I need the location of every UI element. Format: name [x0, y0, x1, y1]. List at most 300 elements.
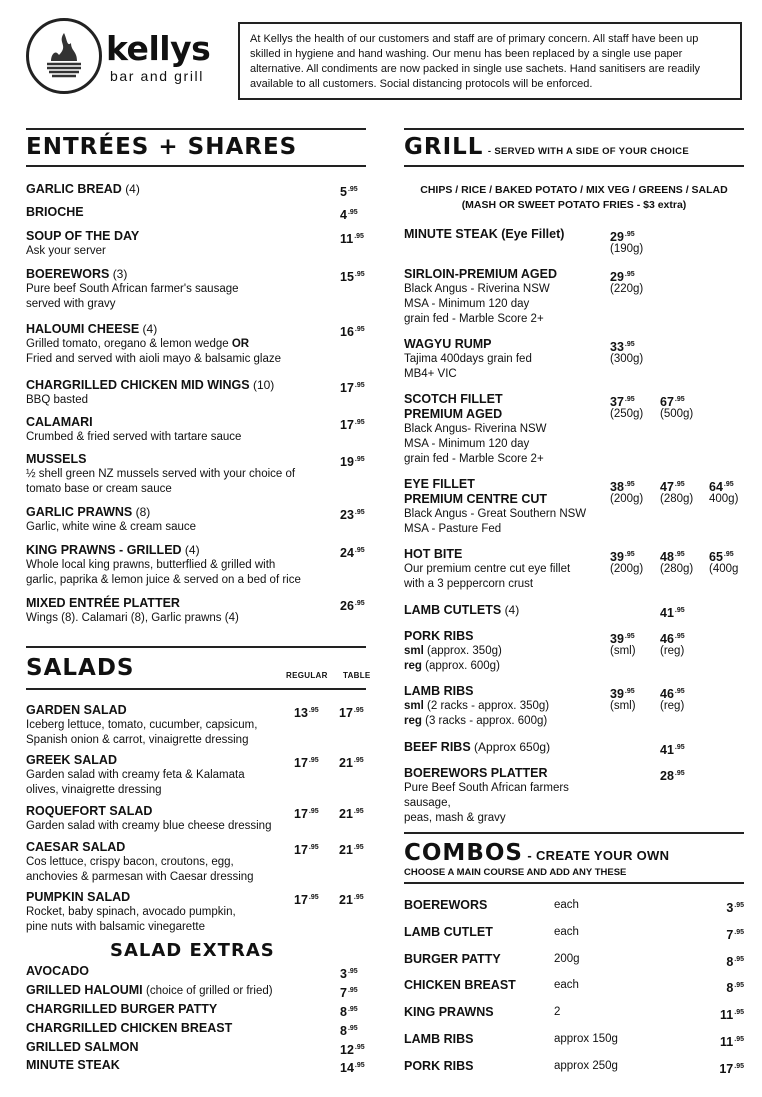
salad-price-regular-dollars: 17 [294, 807, 308, 821]
salad-extra-price [340, 1040, 365, 1058]
grill-price-dollars: 65 [709, 550, 723, 564]
grill-price-cents: .95 [624, 396, 635, 403]
entree-desc-line2: garlic, paprika & lemon juice & served on a bed of rice [26, 574, 301, 586]
salad-extra-note: (choice of grilled or fried) [146, 985, 273, 997]
grill-name-line [404, 684, 609, 699]
salad-price-table-cents: .95 [353, 844, 364, 851]
entree-price-dollars: 15 [340, 270, 354, 284]
combo-desc: 200g [554, 953, 580, 965]
salad-extra-item [26, 1040, 326, 1055]
salad-desc: Rocket, baby spinach, avocado pumpkin, [26, 906, 236, 918]
salads-top-rule [26, 646, 366, 648]
grill-price-dollars: 29 [610, 230, 624, 244]
grill-price-dollars: 28 [660, 769, 674, 783]
salads-title: SALADS [26, 655, 135, 681]
combo-price-cents: .95 [734, 1036, 744, 1043]
entree-price [340, 229, 364, 247]
grill-size-detail: (approx. 600g) [425, 660, 500, 672]
grill-price-cents: .95 [674, 744, 685, 751]
entree-desc-text: Grilled tomato, oregano & lemon wedge [26, 338, 229, 350]
salad-extra-name: CHARGRILLED CHICKEN BREAST [26, 1021, 233, 1035]
salad-price-table-dollars: 21 [339, 843, 353, 857]
entree-price-cents: .95 [354, 456, 365, 463]
entree-price-dollars: 23 [340, 508, 354, 522]
grill-name-line [404, 477, 609, 492]
salad-desc: Garden salad with creamy feta & Kalamata [26, 769, 245, 781]
salad-extra-item [26, 1002, 326, 1017]
grill-name: SIRLOIN-PREMIUM AGED [404, 267, 558, 281]
salad-desc: Iceberg lettuce, tomato, cucumber, capsicum, [26, 719, 258, 731]
grill-qty: (Approx 650g) [474, 740, 551, 754]
grill-top-rule [404, 128, 744, 130]
entree-price-cents: .95 [354, 419, 365, 426]
combo-price [726, 952, 744, 970]
grill-price-dollars: 39 [610, 632, 624, 646]
grill-price-cents: .95 [674, 396, 685, 403]
combo-price-dollars: 11 [720, 1008, 734, 1022]
entree-name: SOUP OF THE DAY [26, 229, 140, 243]
entree-desc-text: Pure beef South African farmer's sausage [26, 283, 239, 295]
salad-price-table-dollars: 21 [339, 807, 353, 821]
entree-name-line [26, 205, 336, 220]
entree-name-line [26, 543, 336, 558]
salad-price-regular-dollars: 17 [294, 893, 308, 907]
grill-price-dollars: 48 [660, 550, 674, 564]
entree-price-dollars: 4 [340, 208, 347, 222]
combo-price-dollars: 7 [726, 928, 734, 942]
grill-item [404, 337, 609, 382]
entrees-title: ENTRÉES + SHARES [26, 134, 298, 160]
grill-desc: MB4+ VIC [404, 368, 457, 380]
entree-name-line [26, 322, 336, 337]
grill-name: SCOTCH FILLET [404, 392, 503, 406]
grill-price-cents: .95 [674, 551, 685, 558]
entree-price [340, 182, 358, 200]
grill-portion: (190g) [610, 243, 644, 255]
entree-price-dollars: 17 [340, 381, 354, 395]
entree-price-cents: .95 [354, 600, 365, 607]
entree-name: KING PRAWNS - GRILLED [26, 543, 182, 557]
salad-item [26, 753, 286, 798]
entree-price [340, 205, 358, 223]
entree-desc-text: BBQ basted [26, 394, 89, 406]
grill-portion: (220g) [610, 283, 644, 295]
entree-name: BOEREWORS [26, 267, 110, 281]
entree-desc-line2: served with gravy [26, 298, 116, 310]
grill-desc: MSA - Minimum 120 day [404, 438, 530, 450]
salad-price-table-dollars: 21 [339, 756, 353, 770]
entree-name: GARLIC BREAD [26, 182, 122, 196]
entree-qty: (10) [252, 378, 275, 392]
grill-size-detail: (3 racks - approx. 600g) [425, 715, 548, 727]
combo-price [720, 1005, 744, 1023]
entree-price [340, 415, 365, 433]
salad-price-regular-cents: .95 [308, 707, 319, 714]
combo-price-cents: .95 [734, 1063, 744, 1070]
entree-desc-text: Ask your server [26, 245, 106, 257]
grill-size-label: reg [404, 715, 422, 727]
salad-desc-line2: pine nuts with balsamic vinegarette [26, 921, 205, 933]
combo-price-dollars: 8 [726, 955, 734, 969]
grill-portion: (200g) [610, 563, 644, 575]
salad-extra-price-cents: .95 [354, 1062, 365, 1069]
entree-desc-line2: tomato base or cream sauce [26, 483, 172, 495]
grill-title: GRILL [404, 134, 484, 160]
combo-price [726, 898, 744, 916]
grill-item [404, 684, 609, 729]
grill-portion: (300g) [610, 353, 644, 365]
entree-desc [26, 611, 336, 626]
grill-portion: (400g [709, 563, 739, 575]
entree-price [340, 452, 365, 470]
grill-name-line [404, 227, 609, 242]
combo-desc: each [554, 926, 579, 938]
entree-price-dollars: 16 [340, 325, 354, 339]
salad-price-regular [294, 753, 319, 771]
combo-price-dollars: 8 [726, 981, 734, 995]
grill-size-label: reg [404, 660, 422, 672]
salad-extra-name: MINUTE STEAK [26, 1058, 120, 1072]
combos-heading [404, 842, 669, 865]
grill-portion: (reg) [660, 645, 685, 657]
salad-extra-price-dollars: 12 [340, 1043, 354, 1057]
grill-price-dollars: 46 [660, 687, 674, 701]
grill-size-option [404, 699, 609, 714]
combo-price [720, 1032, 744, 1050]
entree-price-cents: .95 [347, 186, 358, 193]
grill-name-line [404, 766, 609, 781]
combo-name: BURGER PATTY [404, 952, 501, 966]
entree-desc-or: OR [231, 338, 250, 350]
salad-item [26, 703, 286, 748]
grill-price [660, 740, 685, 758]
salad-price-table [339, 840, 364, 858]
entree-item [26, 452, 336, 497]
entree-desc [26, 282, 336, 297]
entree-name: CALAMARI [26, 415, 93, 429]
entree-price [340, 378, 365, 396]
grill-price-dollars: 41 [660, 743, 674, 757]
entree-name-line [26, 229, 336, 244]
combo-name: CHICKEN BREAST [404, 978, 516, 992]
grill-size-option [404, 659, 609, 674]
salad-price-regular-dollars: 17 [294, 843, 308, 857]
salad-extra-price-dollars: 14 [340, 1061, 354, 1075]
grill-price-cents: .95 [624, 481, 635, 488]
salad-desc: Cos lettuce, crispy bacon, croutons, egg, [26, 856, 234, 868]
entree-price-cents: .95 [354, 271, 365, 278]
grill-price-cents: .95 [624, 231, 635, 238]
entree-desc-text: ½ shell green NZ mussels served with your choice of [26, 468, 296, 480]
grill-portion: (280g) [660, 563, 694, 575]
combo-desc: each [554, 979, 579, 991]
combo-name: BOEREWORS [404, 898, 488, 912]
grill-price-cents: .95 [674, 633, 685, 640]
grill-name: MINUTE STEAK (Eye Fillet) [404, 227, 565, 241]
combo-price [726, 925, 744, 943]
grill-price-cents: .95 [624, 341, 635, 348]
grill-subtitle: - SERVED WITH A SIDE OF YOUR CHOICE [487, 146, 689, 157]
entree-price-cents: .95 [347, 209, 358, 216]
entree-qty: (4) [125, 182, 140, 196]
salad-price-regular [294, 840, 319, 858]
entree-desc-text: Crumbed & fried served with tartare sauce [26, 431, 242, 443]
grill-name-line [404, 267, 609, 282]
salad-extra-price-dollars: 8 [340, 1005, 347, 1019]
combo-price-cents: .95 [734, 929, 744, 936]
salad-extra-price-dollars: 7 [340, 986, 347, 1000]
entree-price-dollars: 24 [340, 546, 354, 560]
salad-name: ROQUEFORT SALAD [26, 804, 153, 818]
entree-price-dollars: 19 [340, 455, 354, 469]
grill-price-cents: .95 [624, 551, 635, 558]
grill-portion: (reg) [660, 700, 685, 712]
salad-price-regular-cents: .95 [308, 757, 319, 764]
grill-price-dollars: 39 [610, 687, 624, 701]
entree-price [340, 267, 365, 285]
grill-desc: Pure Beef South African farmers sausage, [404, 782, 569, 809]
salad-price-regular-cents: .95 [308, 844, 319, 851]
entree-qty: (8) [135, 505, 151, 519]
salad-price-regular [294, 890, 319, 908]
salad-name: GARDEN SALAD [26, 703, 127, 717]
grill-price-dollars: 46 [660, 632, 674, 646]
grill-desc: Black Angus - Riverina NSW [404, 283, 550, 295]
combo-name: LAMB CUTLET [404, 925, 493, 939]
grill-portion: (250g) [610, 408, 644, 420]
salad-desc-line2: anchovies & parmesan with Caesar dressing [26, 871, 254, 883]
entree-price-dollars: 17 [340, 418, 354, 432]
covid-notice: At Kellys the health of our customers and staff are of primary concern. All staff have been up skilled in hygiene and hand washing. Our menu has been replaced by a single use paper alternative. All condiments are now packed in single use sachets. Hand sanitisers are readily available to all customers. Social distancing protocols will be enforced. [238, 22, 742, 100]
grill-name-line2: PREMIUM CENTRE CUT [404, 492, 548, 506]
grill-name: BOEREWORS PLATTER [404, 766, 548, 780]
entree-item [26, 378, 336, 408]
salads-bottom-rule [26, 688, 366, 690]
brand-name: kellys [106, 29, 211, 68]
entree-name: HALOUMI CHEESE [26, 322, 140, 336]
combos-top-rule [404, 832, 744, 834]
grill-desc: grain fed - Marble Score 2+ [404, 453, 544, 465]
entree-desc [26, 467, 336, 482]
grill-price-cents: .95 [674, 607, 685, 614]
combo-desc: each [554, 899, 579, 911]
salad-extra-price-cents: .95 [347, 968, 358, 975]
grill-desc: MSA - Minimum 120 day [404, 298, 530, 310]
salad-extra-price-dollars: 8 [340, 1024, 347, 1038]
grill-price-dollars: 29 [610, 270, 624, 284]
entree-desc [26, 337, 336, 352]
entree-desc [26, 558, 336, 573]
salad-extra-price [340, 1002, 358, 1020]
entree-item [26, 596, 336, 626]
entree-name-line [26, 378, 336, 393]
grill-name: PORK RIBS [404, 629, 474, 643]
entree-name: CHARGRILLED CHICKEN MID WINGS [26, 378, 250, 392]
salad-price-regular-cents: .95 [308, 808, 319, 815]
salad-price-table-cents: .95 [353, 707, 364, 714]
combo-price-dollars: 17 [719, 1062, 734, 1076]
grill-desc: Black Angus - Great Southern NSW [404, 508, 587, 520]
salad-item [26, 840, 286, 885]
grill-item [404, 392, 609, 467]
salad-extra-item [26, 1021, 326, 1036]
entree-item [26, 322, 336, 367]
grill-portion: (sml) [610, 645, 636, 657]
entree-name-line [26, 182, 336, 197]
salad-item [26, 804, 286, 834]
combo-name: LAMB RIBS [404, 1032, 474, 1046]
salad-extra-price [340, 964, 358, 982]
entree-price [340, 322, 365, 340]
grill-name-line [404, 337, 609, 352]
salad-price-regular-cents: .95 [308, 894, 319, 901]
entree-name-line [26, 267, 336, 282]
entree-desc [26, 393, 336, 408]
salad-desc-line2: olives, vinaigrette dressing [26, 784, 162, 796]
entree-price-cents: .95 [354, 382, 365, 389]
grill-price-cents: .95 [674, 688, 685, 695]
combo-name: KING PRAWNS [404, 1005, 494, 1019]
grill-item [404, 267, 609, 327]
salad-extra-item [26, 964, 326, 979]
grill-name: WAGYU RUMP [404, 337, 492, 351]
grill-size-label: sml [404, 700, 424, 712]
salad-price-table-cents: .95 [353, 757, 364, 764]
salad-price-table [339, 890, 364, 908]
entree-qty: (4) [184, 543, 200, 557]
entree-desc-text: Wings (8). Calamari (8), Garlic prawns (4) [26, 612, 239, 624]
entree-name: MUSSELS [26, 452, 87, 466]
combo-price-cents: .95 [734, 902, 744, 909]
salad-price-regular [294, 804, 319, 822]
grill-name-line [404, 629, 609, 644]
entree-name: MIXED ENTRÉE PLATTER [26, 596, 180, 610]
entree-name-line [26, 452, 336, 467]
grill-portion: (200g) [610, 493, 644, 505]
combo-desc: approx 250g [554, 1060, 618, 1072]
grill-portion: (280g) [660, 493, 694, 505]
grill-size-label: sml [404, 645, 424, 657]
combo-desc: 2 [554, 1006, 561, 1018]
grill-price-dollars: 37 [610, 395, 624, 409]
grill-name: EYE FILLET [404, 477, 475, 491]
grill-sides-line2: (MASH OR SWEET POTATO FRIES - $3 extra) [461, 199, 687, 211]
salad-desc-line2: Spanish onion & carrot, vinaigrette dressing [26, 734, 249, 746]
salad-price-table-cents: .95 [353, 808, 364, 815]
entree-desc [26, 520, 336, 535]
salad-price-table [339, 804, 364, 822]
grill-item [404, 740, 609, 755]
grill-price-cents: .95 [624, 271, 635, 278]
grill-heading [404, 136, 689, 159]
entrees-top-rule [26, 128, 366, 130]
salad-extra-price-cents: .95 [347, 1006, 358, 1013]
combo-desc: approx 150g [554, 1033, 618, 1045]
entree-price-cents: .95 [354, 509, 365, 516]
salad-price-table [339, 753, 364, 771]
grill-price-cents: .95 [723, 551, 734, 558]
grill-portion: 400g) [709, 493, 739, 505]
grill-name-line [404, 603, 609, 618]
grill-desc: Tajima 400days grain fed [404, 353, 532, 365]
entree-qty: (3) [112, 267, 128, 281]
entree-price-cents: .95 [354, 547, 365, 554]
grill-item [404, 547, 609, 592]
salad-name: GREEK SALAD [26, 753, 117, 767]
salad-price-table-dollars: 21 [339, 893, 353, 907]
grill-item [404, 603, 609, 618]
salad-price-table-dollars: 17 [339, 706, 353, 720]
grill-price-cents: .95 [674, 770, 685, 777]
grill-size-option [404, 714, 609, 729]
combo-price-dollars: 11 [720, 1035, 734, 1049]
entree-desc [26, 430, 336, 445]
grill-price-dollars: 47 [660, 480, 674, 494]
combos-bottom-rule [404, 882, 744, 884]
grill-bottom-rule [404, 165, 744, 167]
grill-name-line [404, 547, 609, 562]
brand-tagline: bar and grill [110, 68, 204, 84]
combo-price-cents: .95 [734, 956, 744, 963]
entree-price [340, 505, 365, 523]
entrees-bottom-rule [26, 165, 366, 167]
salad-name: PUMPKIN SALAD [26, 890, 131, 904]
salad-price-regular [294, 703, 319, 721]
grill-desc: with a 3 peppercorn crust [404, 578, 534, 590]
entree-desc-text: Garlic, white wine & cream sauce [26, 521, 197, 533]
grill-price-dollars: 33 [610, 340, 624, 354]
salad-extra-name: GRILLED HALOUMI [26, 983, 143, 997]
grill-name-line [404, 392, 609, 407]
grill-desc: Our premium centre cut eye fillet [404, 563, 571, 575]
grill-desc: peas, mash & gravy [404, 812, 506, 824]
grill-item [404, 227, 609, 242]
salad-extra-name: AVOCADO [26, 964, 89, 978]
grill-item [404, 766, 609, 826]
entree-qty: (4) [142, 322, 158, 336]
grill-item [404, 629, 609, 674]
entree-price-dollars: 11 [340, 232, 354, 246]
grill-item [404, 477, 609, 537]
grill-price-dollars: 67 [660, 395, 674, 409]
grill-price-dollars: 39 [610, 550, 624, 564]
combo-price-cents: .95 [734, 1009, 744, 1016]
salad-price-regular-dollars: 17 [294, 756, 308, 770]
combo-price-cents: .95 [734, 982, 744, 989]
grill-price-cents: .95 [624, 688, 635, 695]
logo-flame-icon [26, 18, 102, 94]
grill-desc: MSA - Pasture Fed [404, 523, 502, 535]
salad-name: CAESAR SALAD [26, 840, 126, 854]
grill-price [660, 766, 685, 784]
entree-name: BRIOCHE [26, 205, 84, 219]
grill-price-cents: .95 [723, 481, 734, 488]
entree-price [340, 543, 365, 561]
entree-desc [26, 244, 336, 259]
salad-price-regular-dollars: 13 [294, 706, 308, 720]
salad-extra-price-cents: .95 [347, 1025, 358, 1032]
entree-price-dollars: 5 [340, 185, 347, 199]
entree-item [26, 182, 336, 197]
entree-price-cents: .95 [354, 326, 365, 333]
entree-name-line [26, 596, 336, 611]
entree-item [26, 205, 336, 220]
combo-price [719, 1059, 744, 1077]
entree-item [26, 543, 336, 588]
grill-size-detail: (approx. 350g) [427, 645, 502, 657]
grill-price-dollars: 38 [610, 480, 624, 494]
grill-price [660, 603, 685, 621]
